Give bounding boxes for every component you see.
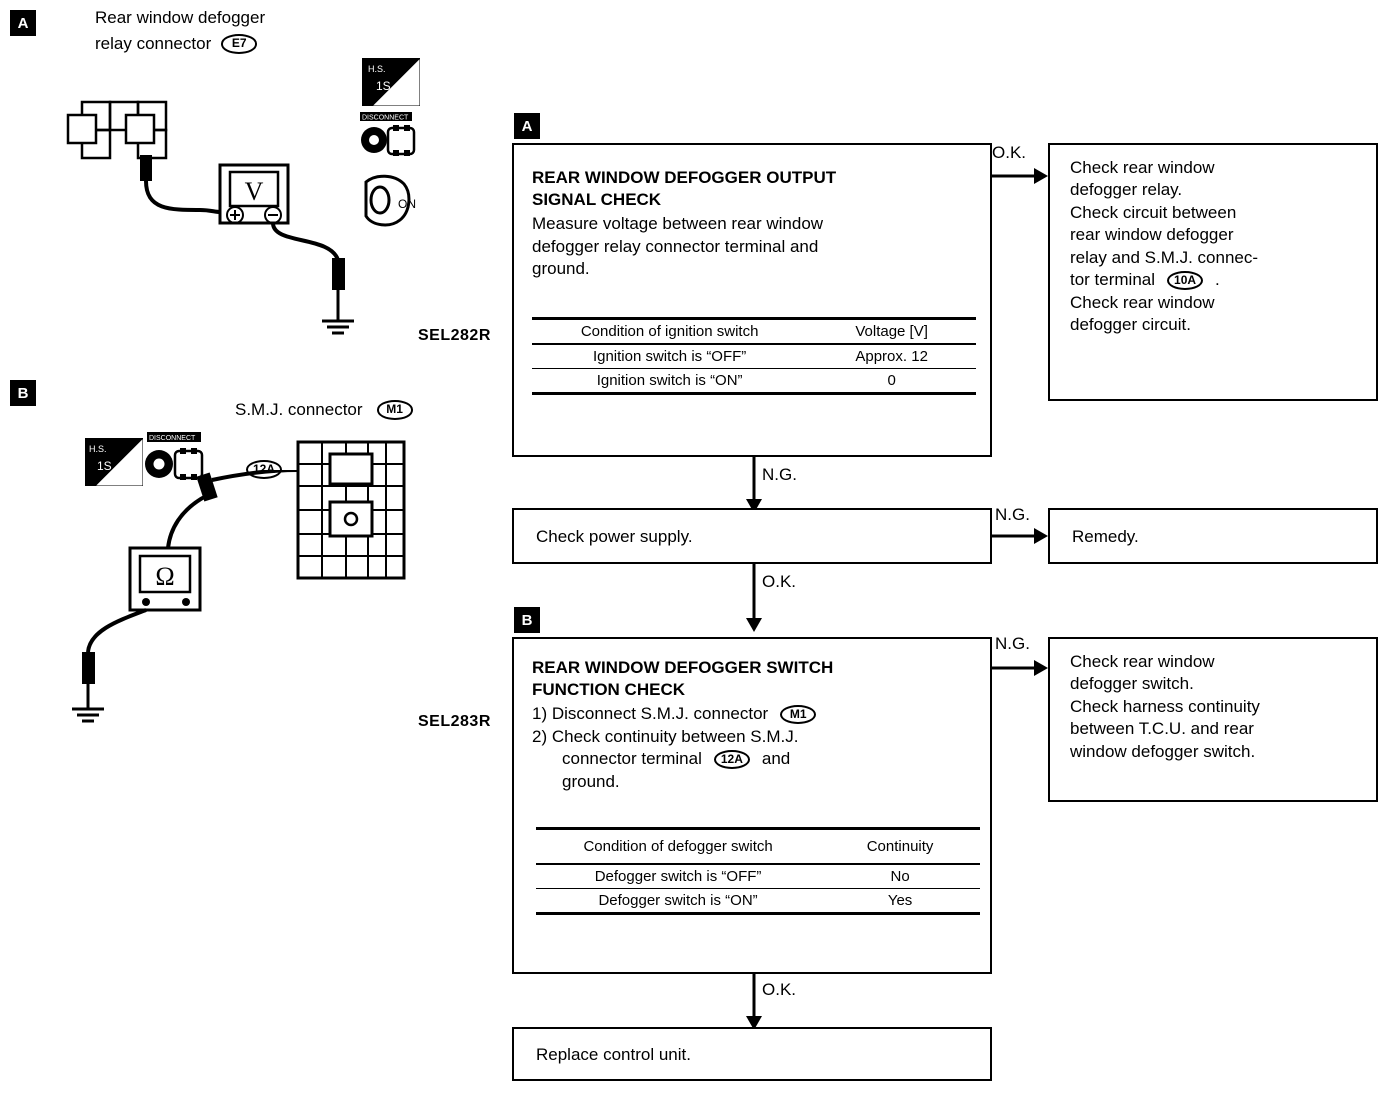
box-remedy-label: Remedy. [1072, 527, 1139, 546]
table-header-cell: Condition of ignition switch [532, 319, 807, 345]
fig-a-icon-ignition-on [360, 170, 422, 232]
table-cell: Ignition switch is “ON” [532, 369, 807, 394]
fig-a-icon-disconnect [360, 112, 430, 158]
table-header-row [536, 829, 980, 865]
fig-a-caption-line2-text: relay connector [95, 34, 212, 53]
box-b-step2-line2-pre: connector terminal [562, 749, 702, 769]
fig-b-caption-text: S.M.J. connector [235, 400, 363, 419]
box-b-ng-text [1070, 651, 1370, 763]
box-a-ok-line7: Check rear window [1070, 292, 1215, 312]
box-b-ng-line5: window defogger switch. [1070, 741, 1256, 761]
arrow-power-ok-label-text: O.K. [762, 572, 797, 591]
table-cell: Ignition switch is “OFF” [532, 344, 807, 369]
box-a-ok-line3: Check circuit between [1070, 202, 1237, 222]
box-a-ok-line6 [1070, 269, 1370, 291]
section-a-badge [10, 10, 36, 36]
box-b-badge-text: B [521, 611, 533, 629]
arrow-a-ng-label-text: N.G. [762, 465, 797, 484]
box-a-table [532, 317, 976, 395]
svg-text:1S: 1S [376, 79, 391, 93]
box-b-title [532, 657, 980, 793]
fig-b-caption [235, 400, 413, 420]
fig-a-icon-hs [362, 58, 420, 106]
fig-a-caption-line1-text: Rear window defogger [95, 8, 266, 27]
svg-text:DISCONNECT: DISCONNECT [362, 114, 409, 122]
table-row [536, 889, 980, 914]
box-a-ok-line6-pre: tor terminal [1070, 270, 1156, 290]
connector-code-m1-box: M1 [780, 705, 816, 724]
table-row [532, 344, 976, 369]
arrow-power-ng-label [995, 505, 1030, 525]
box-a-title-line1: REAR WINDOW DEFOGGER OUTPUT [532, 168, 837, 187]
box-check-power-supply [512, 508, 992, 564]
table-cell: No [820, 864, 980, 889]
fig-b-code [418, 713, 491, 731]
connector-code-e7: E7 [221, 34, 257, 53]
arrow-b-ng-label [995, 634, 1030, 654]
box-b-title-line2: FUNCTION CHECK [532, 680, 685, 700]
arrow-power-ng-label-text: N.G. [995, 505, 1030, 524]
section-b-badge [10, 380, 36, 406]
box-a-title [532, 167, 976, 281]
box-a-ok-text [1070, 157, 1370, 337]
table-cell: Defogger switch is “ON” [536, 889, 820, 914]
box-a-ok-line1: Check rear window [1070, 158, 1215, 177]
box-replace-label: Replace control unit. [536, 1045, 691, 1064]
fig-a-code-text: SEL282R [418, 327, 491, 344]
svg-text:DISCONNECT: DISCONNECT [149, 435, 196, 442]
box-b-title-line1: REAR WINDOW DEFOGGER SWITCH [532, 658, 834, 677]
box-a-badge [514, 113, 540, 139]
box-a-ok-line2: defogger relay. [1070, 180, 1183, 200]
box-a-title-line2: SIGNAL CHECK [532, 190, 662, 210]
box-b-table [536, 827, 980, 915]
arrow-b-ng [990, 652, 1050, 682]
fig-a-caption-line2 [95, 34, 257, 54]
box-b-ng-line4: between T.C.U. and rear [1070, 719, 1254, 739]
figure-b-drawing [60, 470, 360, 730]
table-row [532, 369, 976, 394]
arrow-power-ok-label [762, 572, 796, 592]
box-a-badge-text: A [521, 117, 533, 135]
terminal-code-10a: 10A [1167, 271, 1203, 290]
box-b-badge [514, 607, 540, 633]
box-b-step2-line1: 2) Check continuity between S.M.J. [532, 726, 799, 746]
connector-code-m1: M1 [377, 400, 413, 419]
section-a-badge-text: A [17, 14, 29, 32]
arrow-power-ng [990, 522, 1050, 552]
box-b-step2-line2 [532, 748, 980, 770]
box-b-step2-line2-post: and [761, 749, 791, 769]
box-a-body-line3: ground. [532, 259, 590, 279]
box-b-step1-text: 1) Disconnect S.M.J. connector [532, 704, 769, 724]
arrow-b-ok-label-text: O.K. [762, 980, 797, 999]
svg-text:ON: ON [398, 197, 416, 211]
arrow-a-ng-label [762, 465, 797, 485]
terminal-code-12a: 12A [714, 750, 750, 769]
box-a-ok-line6-post: . [1215, 270, 1220, 290]
table-header-cell: Condition of defogger switch [536, 829, 820, 865]
fig-b-code-text: SEL283R [418, 713, 491, 730]
arrow-b-ng-label-text: N.G. [995, 634, 1030, 653]
box-b-step1 [532, 703, 980, 725]
table-header-cell: Voltage [V] [807, 319, 976, 345]
box-replace-control-unit [512, 1027, 992, 1081]
fig-a-caption-line1 [95, 8, 265, 28]
table-header-row [532, 319, 976, 345]
box-a-output-signal-check [512, 143, 992, 457]
box-a-ok-line4: rear window defogger [1070, 225, 1234, 245]
arrow-a-ok-label-text: O.K. [992, 143, 1027, 162]
box-a-ok-line8: defogger circuit. [1070, 315, 1191, 335]
box-b-switch-function-check [512, 637, 992, 974]
section-b-badge-text: B [17, 384, 29, 402]
terminal-code-12a-figure: 12A [246, 460, 282, 479]
table-cell: 0 [807, 369, 976, 394]
box-a-body-line1: Measure voltage between rear window [532, 214, 824, 234]
table-cell: Approx. 12 [807, 344, 976, 369]
svg-text:Ω: Ω [155, 562, 175, 591]
box-a-ok-line5: relay and S.M.J. connec- [1070, 247, 1259, 267]
table-cell: Yes [820, 889, 980, 914]
arrow-a-ok-label [992, 143, 1026, 163]
box-check-power-supply-label: Check power supply. [536, 527, 693, 546]
box-b-step2-line3: ground. [562, 771, 620, 791]
svg-text:V: V [244, 177, 264, 206]
box-a-body-line2: defogger relay connector terminal and [532, 236, 819, 256]
svg-text:H.S.: H.S. [368, 64, 386, 74]
arrow-b-ok-label [762, 980, 796, 1000]
fig-a-code [418, 327, 491, 345]
svg-text:H.S.: H.S. [89, 444, 107, 454]
svg-text:1S: 1S [97, 459, 112, 473]
box-b-ng-line2: defogger switch. [1070, 674, 1194, 694]
table-cell: Defogger switch is “OFF” [536, 864, 820, 889]
box-b-ng-line1: Check rear window [1070, 652, 1215, 671]
box-b-ng-line3: Check harness continuity [1070, 696, 1260, 716]
table-header-cell: Continuity [820, 829, 980, 865]
box-b-ng-result [1048, 637, 1378, 802]
box-remedy [1048, 508, 1378, 564]
table-row [536, 864, 980, 889]
box-a-ok-result [1048, 143, 1378, 401]
